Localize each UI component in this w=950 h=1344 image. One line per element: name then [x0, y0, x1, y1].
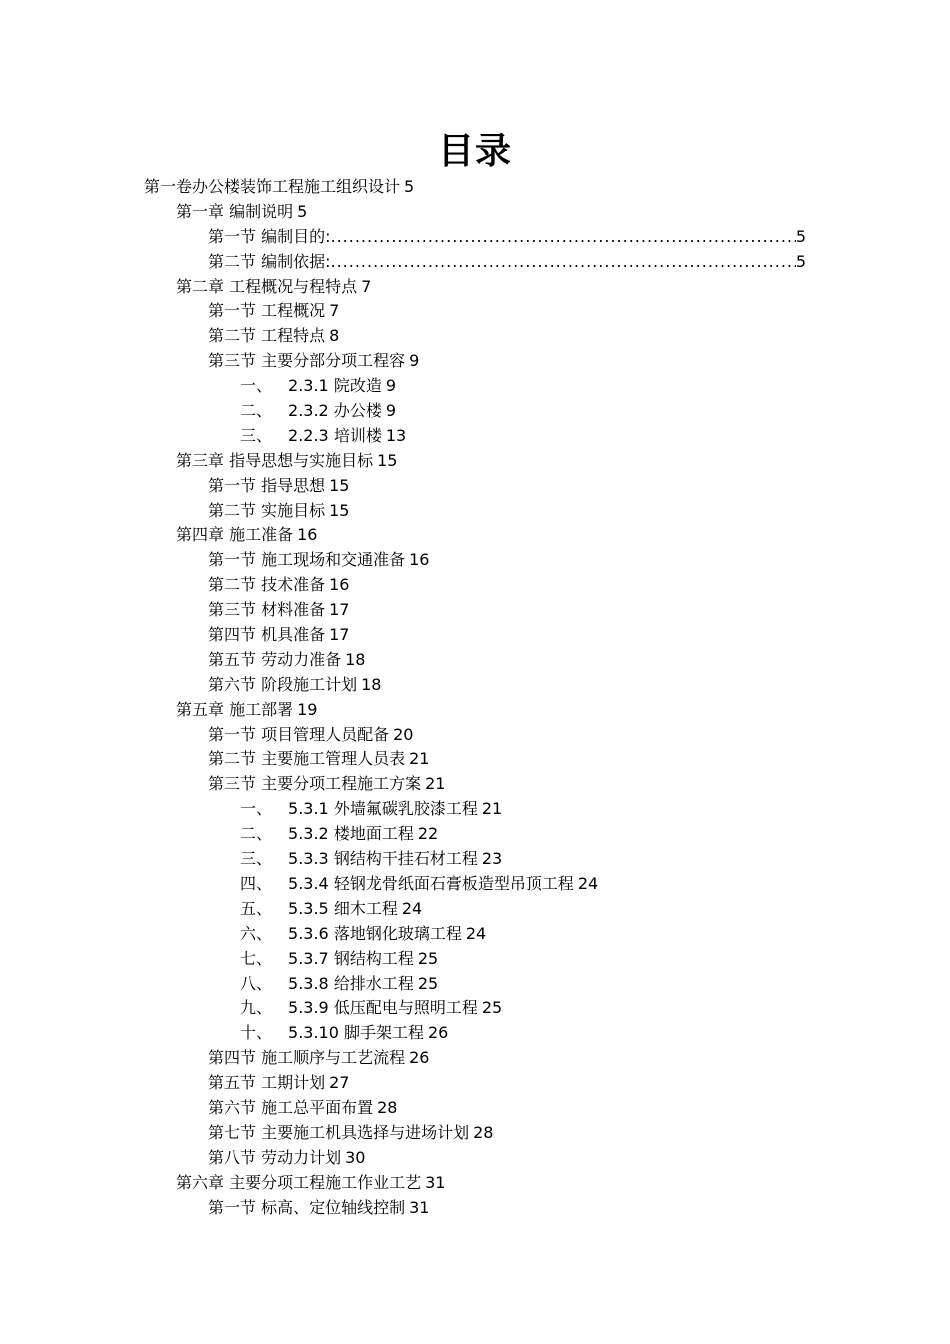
toc-entry-label: 2.3.1 院改造 [288, 376, 382, 396]
toc-entry-label: 2.2.3 培训楼 [288, 425, 382, 445]
toc-entry-text [176, 277, 357, 296]
toc-entry-page-number: 16 [409, 550, 430, 570]
page-title: 目录 [437, 131, 512, 172]
toc-entry[interactable] [0, 598, 950, 623]
toc-entry-page-number: 15 [329, 500, 350, 520]
toc-entry-text [240, 799, 478, 818]
toc-entry-number: 十、 [240, 1023, 273, 1043]
toc-entry-page-number: 17 [329, 625, 350, 645]
toc-entry[interactable] [0, 1021, 950, 1046]
toc-entry-text [208, 749, 405, 768]
toc-entry-text [208, 476, 325, 495]
toc-entry[interactable] [0, 349, 950, 374]
toc-entry[interactable] [0, 897, 950, 922]
toc-entry-label: 第六章 主要分项工程施工作业工艺 [176, 1172, 422, 1192]
toc-entry[interactable] [0, 723, 950, 748]
toc-entry-text [208, 575, 325, 594]
toc-entry[interactable] [0, 474, 950, 499]
toc-entry-page-number: 5 [297, 201, 308, 221]
toc-entry-text [208, 600, 325, 619]
toc-entry-number: 二、 [240, 401, 273, 421]
toc-entry-text [176, 1173, 421, 1192]
toc-entry-number: 八、 [240, 973, 273, 993]
toc-entry-text [208, 1148, 341, 1167]
toc-entry-text [208, 675, 357, 694]
toc-entry-text [240, 974, 414, 993]
toc-entry[interactable] [0, 747, 950, 772]
toc-entry-text [240, 874, 574, 893]
toc-entry-page-number: 26 [428, 1023, 449, 1043]
toc-entry-text [176, 525, 293, 544]
toc-entry-page-number: 18 [361, 674, 382, 694]
toc-entry-label: 第四章 施工准备 [176, 525, 294, 545]
toc-entry-page-number: 31 [409, 1197, 430, 1217]
toc-entry-label: 5.3.3 钢结构干挂石材工程 [288, 849, 478, 869]
toc-entry-label: 第五节 劳动力准备 [208, 649, 342, 669]
toc-entry-label: 第四节 机具准备 [208, 625, 326, 645]
toc-entry-text [240, 401, 382, 420]
toc-entry[interactable] [0, 947, 950, 972]
toc-entry-text [176, 451, 373, 470]
toc-entry-text [208, 1098, 373, 1117]
toc-entry-text [176, 202, 293, 221]
toc-entry-text [208, 1123, 469, 1142]
dot-leader [330, 225, 795, 250]
toc-entry[interactable] [0, 623, 950, 648]
toc-entry[interactable] [0, 275, 950, 300]
toc-entry-label: 第一节 标高、定位轴线控制 [208, 1197, 406, 1217]
toc-entry-page-number: 27 [329, 1073, 350, 1093]
toc-entry-label: 第一节 工程概况 [208, 301, 326, 321]
toc-entry-label: 第二节 主要施工管理人员表 [208, 749, 406, 769]
toc-entry-number: 三、 [240, 425, 273, 445]
toc-entry-text [208, 225, 330, 250]
toc-entry-page-number: 9 [385, 401, 397, 421]
toc-entry-label: 5.3.10 脚手架工程 [288, 1023, 424, 1043]
toc-entry-text [208, 301, 325, 320]
toc-entry-page-number: 21 [481, 799, 503, 819]
toc-entry[interactable] [0, 225, 806, 250]
toc-entry-text [208, 351, 405, 370]
toc-entry-label: 第六节 施工总平面布置 [208, 1097, 374, 1117]
toc-entry-label: 5.3.6 落地钢化玻璃工程 [288, 923, 462, 943]
toc-entry-label: 第一卷办公楼装饰工程施工组织设计 [144, 177, 401, 196]
toc-entry[interactable] [0, 299, 950, 324]
toc-entry[interactable] [0, 822, 950, 847]
toc-entry-label: 第五节 工期计划 [208, 1073, 326, 1093]
toc-entry[interactable] [0, 499, 950, 524]
toc-entry-text [208, 1048, 405, 1067]
toc-entry[interactable] [0, 1096, 950, 1121]
toc-entry-label: 第四节 施工顺序与工艺流程 [208, 1048, 406, 1068]
toc-entry-text [240, 924, 462, 943]
toc-entry-number: 六、 [240, 923, 273, 943]
toc-entry[interactable] [0, 324, 950, 349]
toc-entry-text [208, 725, 389, 744]
toc-entry-text [208, 1073, 325, 1092]
toc-entry-number: 二、 [240, 824, 273, 844]
toc-entry[interactable] [0, 922, 950, 947]
toc-entry-page-number: 9 [385, 376, 397, 396]
toc-entry-page-number: 9 [409, 351, 420, 371]
toc-entry-page-number: 18 [345, 649, 366, 669]
toc-entry-page-number: 20 [393, 724, 414, 744]
toc-entry-label: 第一节 指导思想 [208, 475, 326, 495]
toc-entry-label: 第二节 技术准备 [208, 575, 326, 595]
toc-entry[interactable] [0, 424, 950, 449]
toc-entry-label: 第三节 主要分部分项工程容 [208, 351, 406, 371]
toc-entry[interactable] [0, 1196, 950, 1221]
toc-entry-page-number: 13 [385, 425, 407, 445]
toc-entry-page-number: 26 [409, 1048, 430, 1068]
toc-entry[interactable] [0, 374, 950, 399]
toc-entry-label: 5.3.7 钢结构工程 [288, 948, 414, 968]
toc-entry-number: 三、 [240, 849, 273, 869]
toc-entry-label: 5.3.5 细木工程 [288, 898, 398, 918]
toc-entry-text [240, 949, 414, 968]
toc-entry-page-number: 25 [417, 948, 439, 968]
toc-entry-text [144, 177, 400, 196]
toc-entry[interactable] [0, 698, 950, 723]
toc-entry-text [208, 625, 325, 644]
toc-entry-label: 第六节 阶段施工计划 [208, 674, 358, 694]
toc-entry-label: 第八节 劳动力计划 [208, 1147, 342, 1167]
toc-entry-page-number: 17 [329, 600, 350, 620]
toc-entry-text [208, 501, 325, 520]
toc-entry-page-number: 16 [329, 575, 350, 595]
toc-entry-label: 第三章 指导思想与实施目标 [176, 450, 374, 470]
toc-entry-label: 第二节 工程特点 [208, 326, 326, 346]
toc-entry-page-number: 25 [481, 998, 503, 1018]
toc-entry[interactable] [0, 872, 950, 897]
toc-entry-page-number: 19 [297, 699, 318, 719]
toc-entry-text [208, 326, 325, 345]
toc-entry-page-number: 15 [329, 475, 350, 495]
toc-entry[interactable] [0, 449, 950, 474]
toc-entry-text [240, 426, 382, 445]
toc-entry[interactable] [0, 548, 950, 573]
toc-entry-label: 第一章 编制说明 [176, 201, 294, 221]
toc-entry[interactable] [0, 673, 950, 698]
toc-entry[interactable] [0, 573, 950, 598]
dot-leader [330, 250, 795, 275]
toc-entry-text [240, 899, 398, 918]
toc-entry[interactable] [0, 648, 950, 673]
toc-entry-label: 第二节 编制依据: [208, 251, 331, 271]
toc-entry-page-number: 24 [577, 873, 599, 893]
toc-entry-label: 第一节 施工现场和交通准备 [208, 550, 406, 570]
toc-entry-page-number: 5 [404, 177, 415, 196]
toc-entry[interactable] [0, 250, 806, 275]
toc-entry-page-number: 30 [345, 1147, 366, 1167]
toc-entry-page-number: 31 [425, 1172, 446, 1192]
toc-entry-label: 第五章 施工部署 [176, 699, 294, 719]
toc-entry-text [240, 376, 382, 395]
toc-entry-label: 第一节 编制目的: [208, 226, 331, 246]
toc-entry-text [240, 849, 478, 868]
toc-entry-page-number: 25 [417, 973, 439, 993]
toc-entry-number: 一、 [240, 799, 273, 819]
toc-entry-text [240, 1023, 424, 1042]
toc-entry[interactable] [0, 399, 950, 424]
toc-entry-page-number: 24 [401, 898, 423, 918]
table-of-contents [0, 175, 950, 1220]
toc-entry-label: 5.3.2 楼地面工程 [288, 824, 414, 844]
toc-entry-text [240, 824, 414, 843]
toc-entry-label: 第一节 项目管理人员配备 [208, 724, 390, 744]
toc-entry-number: 五、 [240, 898, 273, 918]
toc-entry[interactable] [0, 772, 950, 797]
toc-entry-label: 5.3.4 轻钢龙骨纸面石膏板造型吊顶工程 [288, 873, 574, 893]
toc-entry-label: 2.3.2 办公楼 [288, 401, 382, 421]
toc-entry[interactable] [0, 996, 950, 1021]
toc-entry-page-number: 5 [795, 251, 806, 271]
toc-entry-label: 第三节 主要分项工程施工方案 [208, 774, 422, 794]
toc-entry-label: 5.3.1 外墙氟碳乳胶漆工程 [288, 799, 478, 819]
toc-entry-number: 一、 [240, 376, 273, 396]
toc-entry-page-number: 22 [417, 824, 439, 844]
toc-entry-page-number: 28 [377, 1097, 398, 1117]
toc-entry-page-number: 24 [465, 923, 487, 943]
toc-entry-text [208, 550, 405, 569]
toc-entry-text [208, 774, 421, 793]
toc-entry-page-number: 15 [377, 450, 398, 470]
toc-entry-page-number: 21 [425, 774, 446, 794]
toc-entry[interactable] [0, 1046, 950, 1071]
toc-entry-number: 四、 [240, 873, 273, 893]
toc-entry-page-number: 7 [329, 301, 340, 321]
toc-entry-page-number: 8 [329, 326, 340, 346]
toc-entry-number: 九、 [240, 998, 273, 1018]
toc-entry-page-number: 16 [297, 525, 318, 545]
toc-entry-page-number: 21 [409, 749, 430, 769]
toc-entry-page-number: 23 [481, 849, 503, 869]
toc-entry-label: 第三节 材料准备 [208, 600, 326, 620]
toc-entry-label: 第二节 实施目标 [208, 500, 326, 520]
toc-entry-label: 第七节 主要施工机具选择与进场计划 [208, 1122, 470, 1142]
toc-entry-page-number: 28 [473, 1122, 494, 1142]
toc-entry-text [208, 1198, 405, 1217]
toc-entry-page-number: 7 [361, 276, 372, 296]
toc-entry-label: 5.3.8 给排水工程 [288, 973, 414, 993]
toc-entry[interactable] [0, 523, 950, 548]
toc-entry[interactable] [0, 797, 950, 822]
toc-entry-text [240, 998, 478, 1017]
toc-entry-number: 七、 [240, 948, 273, 968]
toc-entry-page-number: 5 [795, 226, 806, 246]
toc-entry[interactable] [0, 1146, 950, 1171]
toc-entry[interactable] [0, 972, 950, 997]
toc-entry[interactable] [0, 847, 950, 872]
toc-entry[interactable] [0, 175, 950, 200]
toc-entry-text [208, 250, 330, 275]
toc-entry[interactable] [0, 1071, 950, 1096]
toc-entry[interactable] [0, 1171, 950, 1196]
toc-entry-text [176, 700, 293, 719]
toc-entry[interactable] [0, 1121, 950, 1146]
toc-entry-text [208, 650, 341, 669]
toc-entry-label: 第二章 工程概况与程特点 [176, 276, 358, 296]
toc-entry[interactable] [0, 200, 950, 225]
toc-entry-label: 5.3.9 低压配电与照明工程 [288, 998, 478, 1018]
